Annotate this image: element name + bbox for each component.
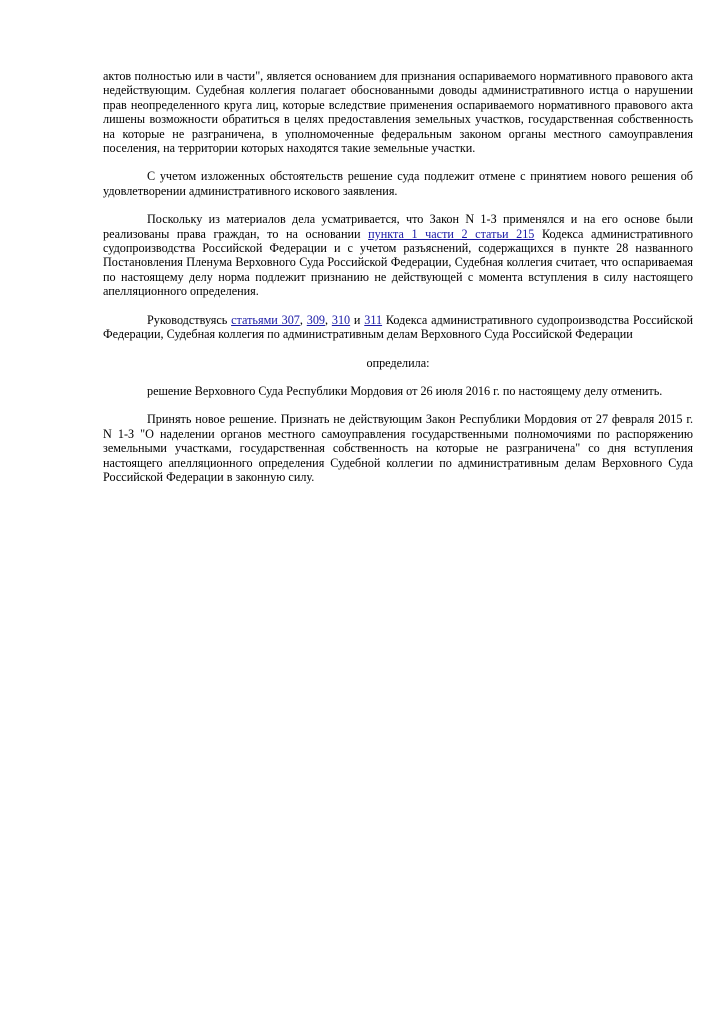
paragraph-invalidity-grounds: актов полностью или в части", является основанием для признания оспариваемого нормативного правового акта недействующим. Судебная коллегия полагает обоснованными доводы административного истца о нарушении прав неопределенного круга лиц, которые вследствие применения оспариваемого нормативного правового акта лишены возможности обратиться в целях предоставления земельных участков, государственная собственность на которые не разграничена, в уполномоченные федеральным законом органы местного самоуправления поселения, на территории которых находятся такие земельные участки. — [103, 69, 693, 156]
link-article-309[interactable]: 309 — [306, 312, 326, 327]
paragraph-text-after-link: Кодекса административного судопроизводства Российской Федерации и с учетом разъяснений, содержащихся в пункте 28 названного Постановления Пленума Верховного Суда Российской Федерации, Судебная коллегия считает, что оспариваемая по настоящему делу норма подлежит признанию не действующей с момента вступления в силу настоящего апелляционного определения. — [103, 226, 693, 299]
paragraph-text-before-link: Поскольку из материалов дела усматривается, что Закон N 1-З применялся и на его основе были реализованы права граждан, то на основании — [103, 212, 693, 241]
link-article-307[interactable]: статьями 307 — [231, 312, 300, 327]
paragraph-decision-reversal: С учетом изложенных обстоятельств решение суда подлежит отмене с принятием нового решения об удовлетворении административного искового заявления. — [103, 169, 693, 198]
paragraph-new-decision: Принять новое решение. Признать не действующим Закон Республики Мордовия от 27 февраля 2015 г. N 1-З "О наделении органов местного самоуправления государственными полномочиями по распоряжению земельными участками, государственная собственность на которые не разграничена" со дня вступления настоящего апелляционного определения Судебной коллегии по административным делам Верховного Суда Российской Федерации в законную силу. — [103, 412, 693, 484]
link-article-311[interactable]: 311 — [364, 312, 383, 327]
ruling-heading: определила: — [366, 355, 430, 370]
separator-text: , — [325, 312, 332, 327]
separator-text: и — [350, 312, 365, 327]
guided-by-intro: Руководствуясь — [147, 312, 232, 327]
paragraph-guided-by — [103, 313, 693, 342]
paragraph-annul-decision: решение Верховного Суда Республики Мордовия от 26 июля 2016 г. по настоящему делу отменить. — [147, 383, 663, 398]
document-page — [103, 69, 693, 484]
separator-text: , — [299, 312, 307, 327]
link-article-215[interactable]: пункта 1 части 2 статьи 215 — [368, 226, 535, 241]
paragraph-effective-date — [103, 212, 693, 298]
link-article-310[interactable]: 310 — [331, 312, 351, 327]
guided-by-remainder: Кодекса административного судопроизводства Российской Федерации, Судебная коллегия по административным делам Верховного Суда Российской Федерации — [103, 312, 694, 342]
